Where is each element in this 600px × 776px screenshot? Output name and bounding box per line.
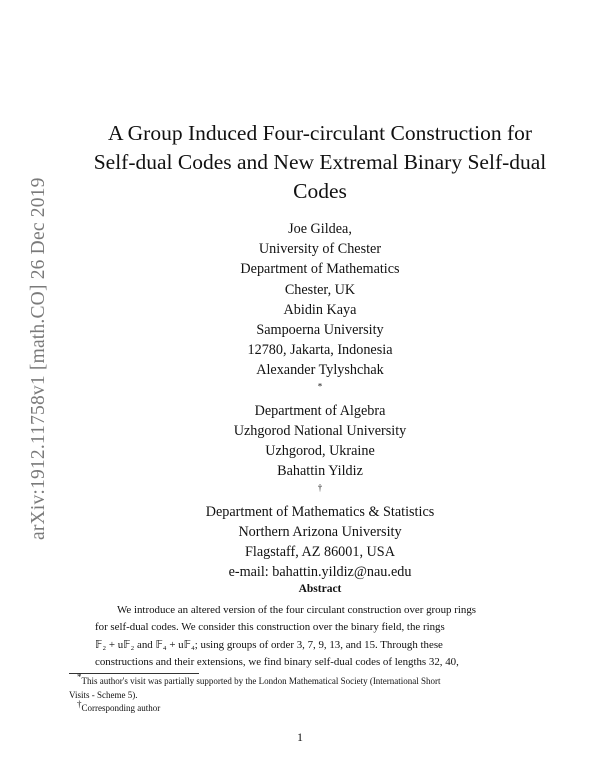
footnote-continuation: Visits - Scheme 5). bbox=[69, 689, 138, 700]
page-number: 1 bbox=[297, 730, 303, 744]
footnote: †Corresponding author bbox=[77, 699, 161, 713]
footnote: *This author's visit was partially supported by the London Mathematical Society (International Short bbox=[77, 672, 441, 686]
abstract-line: constructions and their extensions, we find binary self-dual codes of lengths 32, 40, bbox=[95, 655, 459, 668]
title-line: A Group Induced Four-circulant Construction for bbox=[107, 121, 533, 145]
arxiv-identifier-stamp bbox=[0, 0, 49, 776]
author-line: Uzhgorod National University bbox=[233, 423, 407, 440]
author-affiliation-block bbox=[120, 219, 520, 583]
footnotes bbox=[69, 672, 529, 716]
author-line: 12780, Jakarta, Indonesia bbox=[247, 342, 393, 359]
paper-title bbox=[70, 119, 570, 206]
footnote-separator bbox=[69, 673, 199, 674]
author-line: Uzhgorod, Ukraine bbox=[265, 443, 375, 460]
abstract-line: for self-dual codes. We consider this construction over the binary field, the rings bbox=[95, 621, 445, 634]
author-line: Northern Arizona University bbox=[238, 524, 402, 541]
abstract-line: We introduce an altered version of the four circulant construction over group rings bbox=[117, 604, 476, 616]
footnote-marker: * bbox=[317, 380, 323, 391]
author-line: University of Chester bbox=[258, 241, 382, 258]
author-line: Bahattin Yildiz † bbox=[277, 463, 363, 492]
author-line: Abidin Kaya bbox=[283, 301, 357, 318]
arxiv-stamp-text: arXiv:1912.11758v1 [math.CO] 26 Dec 2019 bbox=[28, 177, 49, 540]
author-line: Department of Algebra bbox=[254, 402, 386, 419]
author-line: Chester, UK bbox=[284, 281, 356, 298]
abstract-heading: Abstract bbox=[298, 583, 342, 595]
author-email[interactable]: e-mail: bahattin.yildiz@nau.edu bbox=[228, 564, 412, 581]
author-line: Department of Mathematics bbox=[240, 261, 400, 278]
author-line: Department of Mathematics & Statistics bbox=[205, 503, 435, 520]
abstract-line: 𝔽₂ + u𝔽₂ and 𝔽₄ + u𝔽₄; using groups of order 3, 7, 9, 13, and 15. Through these bbox=[95, 638, 443, 651]
footnote-marker: † bbox=[317, 481, 323, 492]
author-line: Alexander Tylyshchak * bbox=[256, 362, 384, 391]
author-line: Sampoerna University bbox=[256, 322, 384, 339]
title-line: Self-dual Codes and New Extremal Binary Self-dual bbox=[93, 150, 547, 174]
author-line: Flagstaff, AZ 86001, USA bbox=[245, 544, 395, 561]
title-line: Codes bbox=[293, 179, 347, 203]
abstract-body bbox=[95, 602, 503, 671]
author-line: Joe Gildea, bbox=[288, 221, 352, 237]
